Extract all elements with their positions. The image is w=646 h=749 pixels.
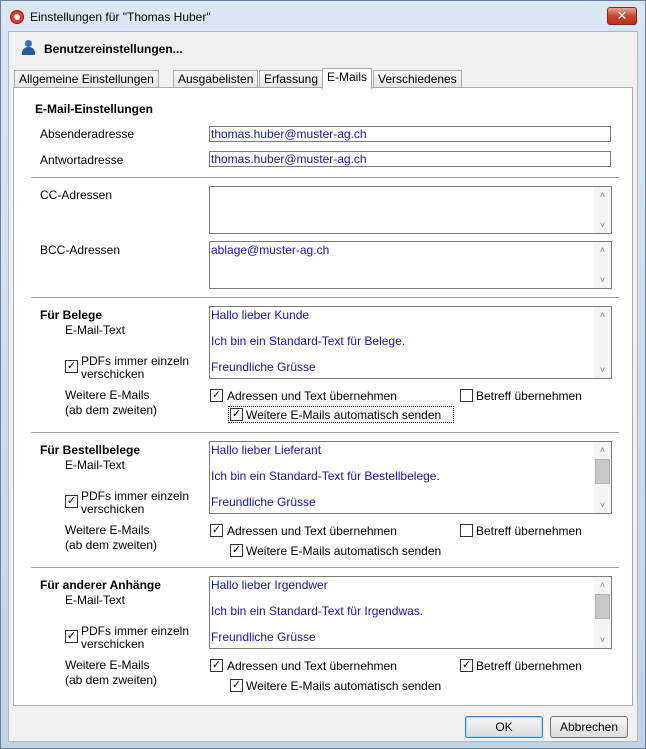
cc-label: CC-Adressen	[40, 188, 113, 202]
tab-ausgabelisten[interactable]: Ausgabelisten	[173, 70, 258, 88]
anhang-pdfs-label-2: verschicken	[81, 637, 145, 651]
separator	[31, 432, 619, 433]
anhang-auto-send-checkbox[interactable]	[230, 679, 243, 692]
separator	[31, 177, 619, 178]
scroll-down-icon[interactable]: ˅	[599, 365, 606, 375]
bestell-pdfs-label-2: verschicken	[81, 502, 145, 516]
email-tab-panel	[13, 87, 633, 706]
bcc-textarea[interactable]	[209, 241, 612, 289]
tab-erfassung[interactable]: Erfassung	[259, 70, 323, 88]
anhang-pdfs-label-1: PDFs immer einzeln	[81, 624, 190, 638]
belege-further-label-2: (ab dem zweiten)	[65, 403, 158, 417]
belege-pdfs-label-1: PDFs immer einzeln	[81, 354, 190, 368]
bestell-further-label-2: (ab dem zweiten)	[65, 538, 158, 552]
close-button[interactable]: ✕	[607, 7, 637, 25]
reply-input[interactable]: thomas.huber@muster-ag.ch	[209, 151, 611, 167]
bestell-email-text-label: E-Mail-Text	[65, 458, 126, 472]
cc-scrollbar[interactable]	[594, 187, 611, 233]
tab-allgemeine-einstellungen[interactable]: Allgemeine Einstellungen	[14, 70, 159, 88]
scroll-down-icon[interactable]: ˅	[599, 220, 606, 230]
bestell-pdfs-label-1: PDFs immer einzeln	[81, 489, 190, 503]
bestell-line-3: Freundliche Grüsse	[211, 495, 316, 509]
tab-verschiedenes[interactable]: Verschiedenes	[373, 70, 462, 88]
email-settings-title: E-Mail-Einstellungen	[35, 102, 154, 116]
belege-adopt-address-checkbox[interactable]	[210, 389, 223, 402]
belege-email-textarea[interactable]	[209, 306, 612, 379]
bcc-scrollbar[interactable]	[594, 242, 611, 288]
belege-further-label-1: Weitere E-Mails	[65, 388, 150, 402]
belege-line-3: Freundliche Grüsse	[211, 360, 316, 374]
bestell-adopt-subject-label: Betreff übernehmen	[476, 524, 582, 538]
scroll-up-icon[interactable]: ˄	[599, 445, 606, 455]
scroll-up-icon[interactable]: ˄	[599, 310, 606, 320]
anhang-email-text-label: E-Mail-Text	[65, 593, 126, 607]
bestell-line-1: Hallo lieber Lieferant	[211, 443, 322, 457]
belege-pdfs-checkbox[interactable]	[65, 360, 78, 373]
bcc-text: ablage@muster-ag.ch	[211, 243, 330, 257]
cc-textarea[interactable]	[209, 186, 612, 234]
scroll-down-icon[interactable]: ˅	[599, 275, 606, 285]
anhang-title: Für anderer Anhänge	[40, 578, 161, 592]
anhang-line-1: Hallo lieber Irgendwer	[211, 578, 328, 592]
anhang-adopt-subject-label: Betreff übernehmen	[476, 659, 582, 673]
anhang-adopt-address-label: Adressen und Text übernehmen	[227, 659, 397, 673]
anhang-scrollbar[interactable]	[594, 577, 611, 648]
bcc-label: BCC-Adressen	[40, 243, 121, 257]
belege-adopt-subject-label: Betreff übernehmen	[476, 389, 582, 403]
anhang-further-label-2: (ab dem zweiten)	[65, 673, 158, 687]
belege-pdfs-label-2: verschicken	[81, 367, 145, 381]
bestell-pdfs-checkbox[interactable]	[65, 495, 78, 508]
separator	[31, 297, 619, 298]
anhang-line-2: Ich bin ein Standard-Text für Irgendwas.	[211, 604, 424, 618]
window-title: Einstellungen für "Thomas Huber"	[30, 10, 211, 24]
belege-adopt-subject-checkbox[interactable]	[460, 389, 473, 402]
belege-auto-send-checkbox[interactable]	[230, 408, 243, 421]
scroll-thumb[interactable]	[595, 459, 610, 484]
reply-label: Antwortadresse	[40, 153, 124, 167]
scroll-up-icon[interactable]: ˄	[599, 245, 606, 255]
bestell-line-2: Ich bin ein Standard-Text für Bestellbelege.	[211, 469, 440, 483]
header-title: Benutzereinstellungen...	[44, 42, 183, 56]
title-bar[interactable]	[1, 1, 645, 31]
scroll-down-icon[interactable]: ˅	[599, 500, 606, 510]
belege-title: Für Belege	[40, 308, 103, 322]
belege-scrollbar[interactable]	[594, 307, 611, 378]
ok-button[interactable]: OK	[465, 716, 543, 738]
anhang-adopt-address-checkbox[interactable]	[210, 659, 223, 672]
user-icon	[21, 40, 35, 56]
belege-line-2: Ich bin ein Standard-Text für Belege.	[211, 334, 406, 348]
anhang-further-label-1: Weitere E-Mails	[65, 658, 150, 672]
bestell-adopt-address-checkbox[interactable]	[210, 524, 223, 537]
bestell-adopt-address-label: Adressen und Text übernehmen	[227, 524, 397, 538]
separator	[31, 567, 619, 568]
bestell-title: Für Bestellbelege	[40, 443, 141, 457]
scroll-up-icon[interactable]: ˄	[599, 580, 606, 590]
belege-line-1: Hallo lieber Kunde	[211, 308, 310, 322]
anhang-adopt-subject-checkbox[interactable]	[460, 659, 473, 672]
belege-adopt-address-label: Adressen und Text übernehmen	[227, 389, 397, 403]
tab-e-mails[interactable]: E-Mails	[322, 68, 372, 89]
anhang-auto-send-label: Weitere E-Mails automatisch senden	[246, 679, 442, 693]
app-icon	[10, 10, 24, 24]
belege-auto-send-label: Weitere E-Mails automatisch senden	[246, 408, 442, 422]
bestell-auto-send-label: Weitere E-Mails automatisch senden	[246, 544, 442, 558]
scroll-down-icon[interactable]: ˅	[599, 635, 606, 645]
bestell-auto-send-checkbox[interactable]	[230, 544, 243, 557]
scroll-thumb[interactable]	[595, 594, 610, 619]
belege-email-text-label: E-Mail-Text	[65, 323, 126, 337]
scroll-up-icon[interactable]: ˄	[599, 190, 606, 200]
anhang-pdfs-checkbox[interactable]	[65, 630, 78, 643]
bestell-email-textarea[interactable]	[209, 441, 612, 514]
bestell-further-label-1: Weitere E-Mails	[65, 523, 150, 537]
sender-input[interactable]: thomas.huber@muster-ag.ch	[209, 126, 611, 142]
anhang-email-textarea[interactable]	[209, 576, 612, 649]
cc-text	[211, 189, 593, 202]
dialog-client	[8, 31, 638, 742]
bestell-adopt-subject-checkbox[interactable]	[460, 524, 473, 537]
bestell-scrollbar[interactable]	[594, 442, 611, 513]
sender-label: Absenderadresse	[40, 127, 135, 141]
anhang-line-3: Freundliche Grüsse	[211, 630, 316, 644]
cancel-button[interactable]: Abbrechen	[550, 716, 628, 738]
